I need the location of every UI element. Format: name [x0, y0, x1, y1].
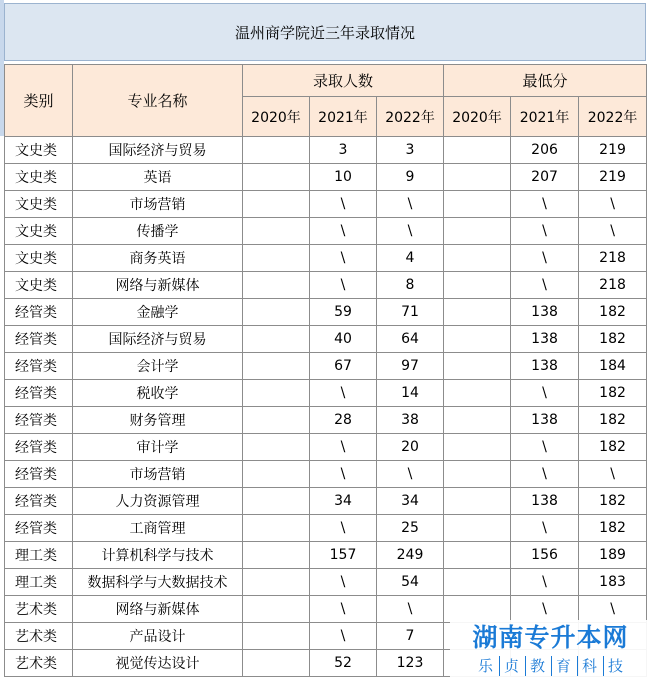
cell-category[interactable]: 文史类	[5, 137, 73, 164]
cell-admitted-2020[interactable]	[243, 596, 310, 623]
cell-score-2021[interactable]: 156	[511, 542, 579, 569]
cell-admitted-2020[interactable]	[243, 272, 310, 299]
cell-admitted-2021[interactable]: 59	[310, 299, 377, 326]
cell-score-2021[interactable]: 138	[511, 299, 579, 326]
cell-major[interactable]: 国际经济与贸易	[73, 326, 243, 353]
cell-admitted-2022[interactable]: 25	[377, 515, 444, 542]
cell-major[interactable]: 市场营销	[73, 191, 243, 218]
cell-admitted-2022[interactable]: 8	[377, 272, 444, 299]
cell-category[interactable]: 艺术类	[5, 596, 73, 623]
cell-admitted-2020[interactable]	[243, 353, 310, 380]
cell-score-2020[interactable]	[444, 542, 511, 569]
table-row	[5, 542, 647, 569]
cell-score-2022[interactable]: \	[579, 461, 647, 488]
cell-category[interactable]: 经管类	[5, 353, 73, 380]
header-admitted-2020[interactable]: 2020年	[243, 97, 310, 137]
cell-admitted-2022[interactable]: 34	[377, 488, 444, 515]
cell-admitted-2020[interactable]	[243, 164, 310, 191]
table-row	[5, 245, 647, 272]
cell-category[interactable]: 经管类	[5, 407, 73, 434]
cell-score-2022[interactable]: 182	[579, 380, 647, 407]
header-admitted[interactable]: 录取人数	[243, 65, 444, 97]
cell-major[interactable]: 产品设计	[73, 623, 243, 650]
watermark-char: 贞	[499, 656, 523, 676]
cell-admitted-2022[interactable]: \	[377, 596, 444, 623]
header-admitted-2021[interactable]: 2021年	[310, 97, 377, 137]
cell-score-2021[interactable]: \	[511, 596, 579, 623]
cell-major[interactable]: 计算机科学与技术	[73, 542, 243, 569]
cell-score-2020[interactable]	[444, 137, 511, 164]
header-major[interactable]: 专业名称	[73, 65, 243, 137]
table-row	[5, 326, 647, 353]
watermark-char: 育	[551, 656, 575, 676]
cell-major[interactable]: 网络与新媒体	[73, 596, 243, 623]
cell-major[interactable]: 网络与新媒体	[73, 272, 243, 299]
cell-category[interactable]: 经管类	[5, 515, 73, 542]
cell-category[interactable]: 理工类	[5, 542, 73, 569]
cell-admitted-2022[interactable]: 97	[377, 353, 444, 380]
watermark-char: 技	[603, 656, 627, 676]
cell-admitted-2020[interactable]	[243, 542, 310, 569]
cell-score-2020[interactable]	[444, 434, 511, 461]
cell-score-2022[interactable]: 218	[579, 245, 647, 272]
cell-score-2022[interactable]: 219	[579, 137, 647, 164]
cell-score-2020[interactable]	[444, 164, 511, 191]
cell-score-2020[interactable]	[444, 488, 511, 515]
cell-major[interactable]: 会计学	[73, 353, 243, 380]
cell-admitted-2022[interactable]: 38	[377, 407, 444, 434]
cell-score-2020[interactable]	[444, 515, 511, 542]
cell-admitted-2020[interactable]	[243, 650, 310, 677]
cell-category[interactable]: 经管类	[5, 488, 73, 515]
cell-admitted-2021[interactable]: 3	[310, 137, 377, 164]
cell-admitted-2022[interactable]: 9	[377, 164, 444, 191]
cell-category[interactable]: 文史类	[5, 245, 73, 272]
cell-score-2022[interactable]: \	[579, 218, 647, 245]
cell-category[interactable]: 经管类	[5, 380, 73, 407]
cell-admitted-2020[interactable]	[243, 461, 310, 488]
table-row	[5, 434, 647, 461]
cell-score-2022[interactable]: \	[579, 191, 647, 218]
cell-admitted-2021[interactable]: \	[310, 272, 377, 299]
cell-admitted-2021[interactable]: 52	[310, 650, 377, 677]
cell-admitted-2021[interactable]: \	[310, 596, 377, 623]
cell-category[interactable]: 艺术类	[5, 623, 73, 650]
table-body	[5, 137, 647, 677]
table-title: 温州商学院近三年录取情况	[4, 3, 646, 61]
cell-score-2021[interactable]: \	[511, 191, 579, 218]
cell-admitted-2022[interactable]: \	[377, 461, 444, 488]
cell-admitted-2021[interactable]: 67	[310, 353, 377, 380]
cell-admitted-2020[interactable]	[243, 407, 310, 434]
table-row	[5, 488, 647, 515]
cell-category[interactable]: 文史类	[5, 164, 73, 191]
cell-score-2022[interactable]: 183	[579, 569, 647, 596]
cell-major[interactable]: 税收学	[73, 380, 243, 407]
admission-table	[4, 64, 647, 677]
cell-admitted-2022[interactable]: 7	[377, 623, 444, 650]
cell-admitted-2020[interactable]	[243, 515, 310, 542]
cell-score-2020[interactable]	[444, 353, 511, 380]
cell-admitted-2021[interactable]: \	[310, 461, 377, 488]
cell-category[interactable]: 文史类	[5, 218, 73, 245]
cell-score-2021[interactable]: \	[511, 272, 579, 299]
cell-score-2021[interactable]: \	[511, 218, 579, 245]
table-row	[5, 515, 647, 542]
cell-score-2021[interactable]: \	[511, 434, 579, 461]
cell-score-2020[interactable]	[444, 272, 511, 299]
cell-score-2021[interactable]: 138	[511, 353, 579, 380]
table-row	[5, 407, 647, 434]
cell-admitted-2022[interactable]: 4	[377, 245, 444, 272]
header-category[interactable]: 类别	[5, 65, 73, 137]
cell-score-2020[interactable]	[444, 596, 511, 623]
cell-category[interactable]: 经管类	[5, 299, 73, 326]
header-min-score[interactable]: 最低分	[444, 65, 647, 97]
cell-score-2021[interactable]: 206	[511, 137, 579, 164]
cell-admitted-2021[interactable]: \	[310, 218, 377, 245]
cell-major[interactable]: 审计学	[73, 434, 243, 461]
table-row	[5, 272, 647, 299]
cell-major[interactable]: 金融学	[73, 299, 243, 326]
cell-score-2020[interactable]	[444, 326, 511, 353]
header-admitted-2022[interactable]: 2022年	[377, 97, 444, 137]
cell-admitted-2020[interactable]	[243, 245, 310, 272]
site-watermark	[450, 620, 651, 684]
table-row	[5, 164, 647, 191]
cell-admitted-2020[interactable]	[243, 191, 310, 218]
cell-admitted-2022[interactable]: 64	[377, 326, 444, 353]
table-row	[5, 218, 647, 245]
cell-admitted-2020[interactable]	[243, 569, 310, 596]
cell-admitted-2022[interactable]: \	[377, 191, 444, 218]
cell-score-2021[interactable]: \	[511, 569, 579, 596]
table-row	[5, 137, 647, 164]
cell-admitted-2021[interactable]: 34	[310, 488, 377, 515]
cell-category[interactable]: 经管类	[5, 434, 73, 461]
cell-score-2021[interactable]: \	[511, 245, 579, 272]
cell-admitted-2020[interactable]	[243, 218, 310, 245]
table-row	[5, 461, 647, 488]
cell-score-2022[interactable]: 219	[579, 164, 647, 191]
cell-major[interactable]: 人力资源管理	[73, 488, 243, 515]
cell-major[interactable]: 国际经济与贸易	[73, 137, 243, 164]
cell-score-2020[interactable]	[444, 461, 511, 488]
table-row	[5, 299, 647, 326]
cell-admitted-2020[interactable]	[243, 326, 310, 353]
watermark-tagline	[450, 656, 651, 676]
table-row	[5, 569, 647, 596]
cell-admitted-2020[interactable]	[243, 488, 310, 515]
cell-score-2022[interactable]: 184	[579, 353, 647, 380]
cell-admitted-2022[interactable]: 123	[377, 650, 444, 677]
cell-major[interactable]: 英语	[73, 164, 243, 191]
cell-admitted-2022[interactable]: 249	[377, 542, 444, 569]
cell-admitted-2022[interactable]: 20	[377, 434, 444, 461]
watermark-char: 乐	[477, 657, 493, 675]
watermark-title: 湖南专升本网	[472, 623, 629, 652]
cell-score-2021[interactable]: \	[511, 380, 579, 407]
table-row	[5, 380, 647, 407]
cell-score-2020[interactable]	[444, 191, 511, 218]
table-row	[5, 353, 647, 380]
cell-score-2022[interactable]: 182	[579, 434, 647, 461]
cell-major[interactable]: 工商管理	[73, 515, 243, 542]
cell-category[interactable]: 文史类	[5, 191, 73, 218]
cell-score-2022[interactable]: \	[579, 596, 647, 623]
cell-major[interactable]: 数据科学与大数据技术	[73, 569, 243, 596]
cell-score-2020[interactable]	[444, 299, 511, 326]
cell-admitted-2022[interactable]: \	[377, 218, 444, 245]
cell-score-2020[interactable]	[444, 245, 511, 272]
cell-admitted-2021[interactable]: \	[310, 515, 377, 542]
cell-score-2021[interactable]: 138	[511, 407, 579, 434]
cell-major[interactable]: 市场营销	[73, 461, 243, 488]
cell-admitted-2021[interactable]: 40	[310, 326, 377, 353]
cell-major[interactable]: 传播学	[73, 218, 243, 245]
cell-score-2020[interactable]	[444, 380, 511, 407]
header-score-2021[interactable]: 2021年	[511, 97, 579, 137]
cell-admitted-2020[interactable]	[243, 137, 310, 164]
cell-admitted-2022[interactable]: 3	[377, 137, 444, 164]
table-row	[5, 596, 647, 623]
cell-score-2022[interactable]: 182	[579, 407, 647, 434]
cell-category[interactable]: 经管类	[5, 461, 73, 488]
cell-score-2022[interactable]: 189	[579, 542, 647, 569]
cell-score-2021[interactable]: 207	[511, 164, 579, 191]
cell-score-2022[interactable]: 182	[579, 299, 647, 326]
cell-admitted-2021[interactable]: \	[310, 191, 377, 218]
cell-admitted-2022[interactable]: 54	[377, 569, 444, 596]
header-score-2020[interactable]: 2020年	[444, 97, 511, 137]
cell-admitted-2021[interactable]: \	[310, 569, 377, 596]
cell-score-2022[interactable]: 182	[579, 515, 647, 542]
cell-admitted-2020[interactable]	[243, 380, 310, 407]
cell-admitted-2021[interactable]: \	[310, 380, 377, 407]
cell-score-2022[interactable]: 182	[579, 326, 647, 353]
cell-admitted-2020[interactable]	[243, 434, 310, 461]
header-score-2022[interactable]: 2022年	[579, 97, 647, 137]
cell-admitted-2021[interactable]: 157	[310, 542, 377, 569]
cell-admitted-2021[interactable]: 10	[310, 164, 377, 191]
cell-score-2021[interactable]: 138	[511, 488, 579, 515]
watermark-char: 教	[525, 656, 549, 676]
cell-score-2020[interactable]	[444, 407, 511, 434]
cell-admitted-2021[interactable]: \	[310, 245, 377, 272]
cell-admitted-2022[interactable]: 71	[377, 299, 444, 326]
cell-admitted-2021[interactable]: \	[310, 434, 377, 461]
cell-admitted-2020[interactable]	[243, 623, 310, 650]
cell-score-2020[interactable]	[444, 569, 511, 596]
cell-admitted-2022[interactable]: 14	[377, 380, 444, 407]
cell-admitted-2020[interactable]	[243, 299, 310, 326]
cell-major[interactable]: 视觉传达设计	[73, 650, 243, 677]
cell-category[interactable]: 艺术类	[5, 650, 73, 677]
cell-major[interactable]: 商务英语	[73, 245, 243, 272]
cell-admitted-2021[interactable]: \	[310, 623, 377, 650]
cell-score-2021[interactable]: \	[511, 515, 579, 542]
table-row	[5, 191, 647, 218]
cell-score-2021[interactable]: \	[511, 461, 579, 488]
watermark-char: 科	[577, 656, 601, 676]
cell-category[interactable]: 经管类	[5, 326, 73, 353]
cell-score-2021[interactable]: 138	[511, 326, 579, 353]
cell-major[interactable]: 财务管理	[73, 407, 243, 434]
cell-category[interactable]: 理工类	[5, 569, 73, 596]
cell-score-2020[interactable]	[444, 218, 511, 245]
cell-admitted-2021[interactable]: 28	[310, 407, 377, 434]
cell-category[interactable]: 文史类	[5, 272, 73, 299]
cell-score-2022[interactable]: 218	[579, 272, 647, 299]
cell-score-2022[interactable]: 182	[579, 488, 647, 515]
